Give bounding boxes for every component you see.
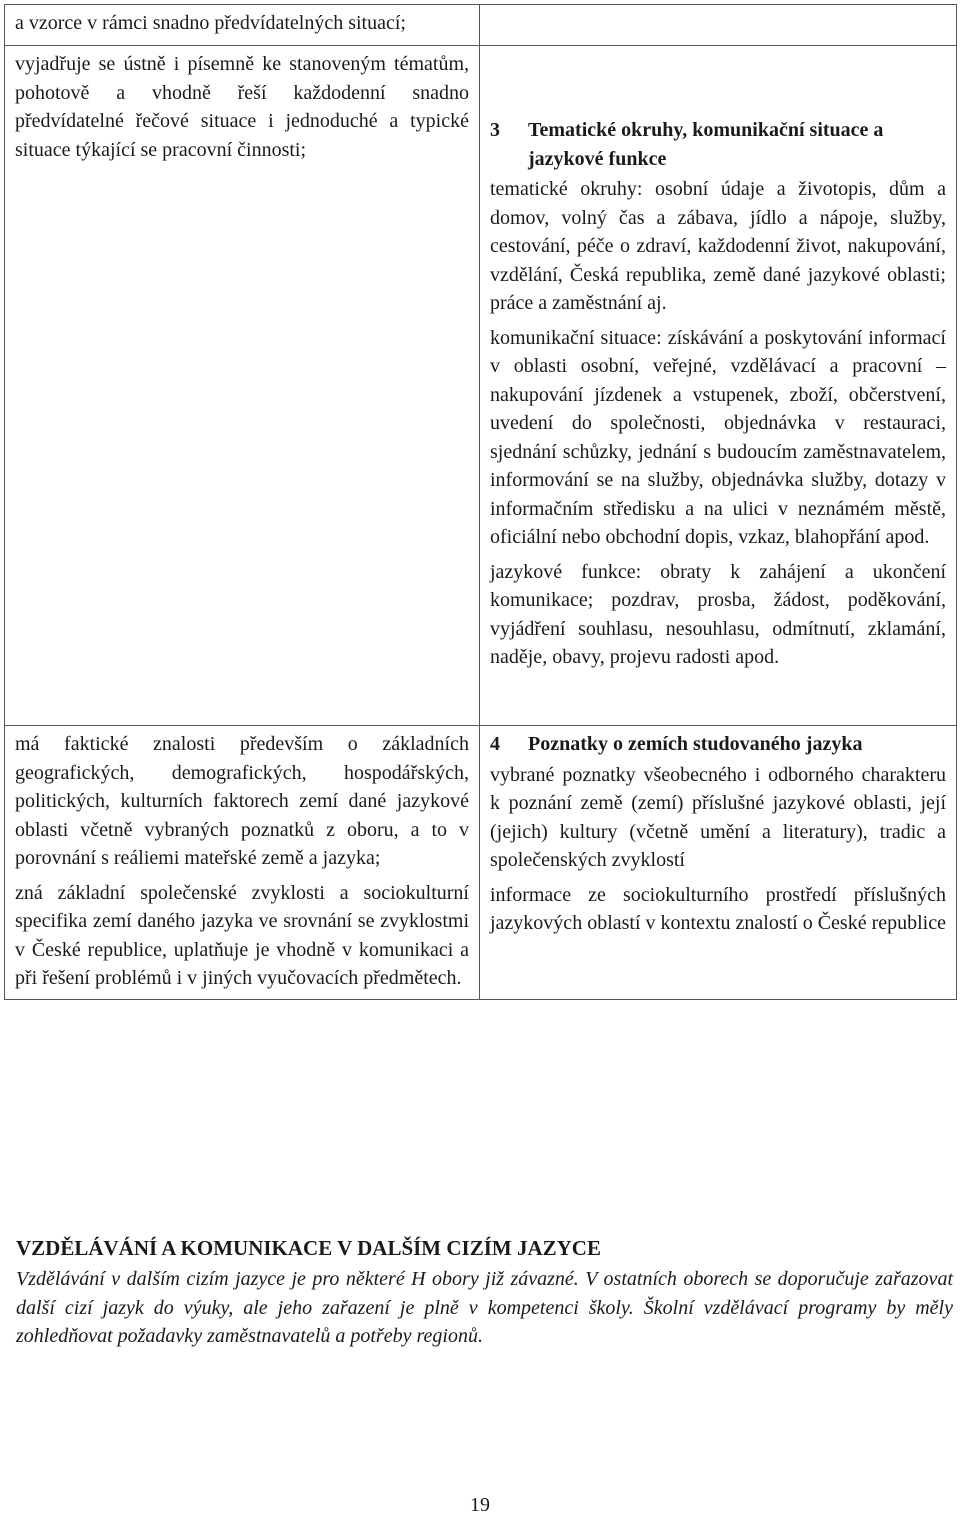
table-row xyxy=(5,5,957,46)
section-title: Poznatky o zemích studovaného jazyka xyxy=(528,733,863,755)
section-heading xyxy=(490,116,946,173)
further-language-section xyxy=(16,1233,953,1351)
outcome-paragraph: vyjadřuje se ústně i písemně ke stanoveným tématům, pohotově a vhodně řeší každodenní snadno předvídatelné řečové situace i jednoduché a typické situace týkající se pracovní činnosti; xyxy=(15,53,469,161)
content-cell xyxy=(480,46,957,726)
outcome-paragraph: má faktické znalosti především o základních geografických, demografických, hospodářských, politických, kulturních faktorech zemí dané jazykové oblasti včetně vybraných poznatků z oboru, a to v porovnání s reáliemi mateřské země a jazyka; xyxy=(15,733,469,869)
content-cell xyxy=(480,5,957,46)
table-row xyxy=(5,726,957,1000)
outcomes-cell xyxy=(5,46,480,726)
content-cell xyxy=(480,726,957,1000)
content-paragraph: jazykové funkce: obraty k zahájení a ukončení komunikace; pozdrav, prosba, žádost, poděkování, vyjádření souhlasu, nesouhlasu, odmítnutí, zklamání, naděje, obavy, projevu radosti apod. xyxy=(490,560,946,668)
section-number: 3 xyxy=(490,119,500,141)
section-text: Vzdělávání v dalším cizím jazyce je pro některé H obory již závazné. V ostatních oborech se doporučuje zařazovat další cizí jazyk do výuky, ale jeho zařazení je plně v kompetenci školy. Školní vzdělávací programy by měly zohledňovat požadavky zaměstnavatelů a potřeby regionů. xyxy=(16,1268,953,1347)
section-heading: VZDĚLÁVÁNÍ A KOMUNIKACE V DALŠÍM CIZÍM JAZYCE xyxy=(16,1236,601,1260)
outcome-paragraph: zná základní společenské zvyklosti a sociokulturní specifika zemí daného jazyka ve srovnání se zvyklostmi v České republice, uplatňuje je vhodně v komunikaci a při řešení problémů i v jiných vyučovacích předmětech. xyxy=(15,881,469,989)
table-row xyxy=(5,46,957,726)
section-number: 4 xyxy=(490,733,500,755)
content-paragraph: tematické okruhy: osobní údaje a životopis, dům a domov, volný čas a zábava, jídlo a nápoje, služby, cestování, péče o zdraví, každodenní život, nakupování, vzdělání, Česká republika, země dané jazykové oblasti; práce a zaměstnání aj. xyxy=(490,178,946,314)
section-title: Tematické okruhy, komunikační situace a jazykové funkce xyxy=(528,119,884,170)
content-paragraph: vybrané poznatky všeobecného i odborného charakteru k poznání země (zemí) příslušné jazykové oblasti, její (jejich) kultury (včetně umění a literatury), tradic a společenských zvyklostí xyxy=(490,763,946,871)
page-number: 19 xyxy=(470,1494,490,1516)
outcomes-cell xyxy=(5,726,480,1000)
outcome-paragraph: a vzorce v rámci snadno předvídatelných situací; xyxy=(15,12,406,34)
section-heading xyxy=(490,730,946,759)
content-paragraph: komunikační situace: získávání a poskytování informací v oblasti osobní, veřejné, vzdělávací a pracovní – nakupování jízdenek a vstupenek, zboží, občerstvení, uvedení do společnosti, objednávka v restauraci, sjednání schůzky, jednání s budoucím zaměstnavatelem, informování se na služby, objednávka služby, dotazy v informačním středisku a na ulici v neznámém městě, oficiální nebo obchodní dopis, vzkaz, blahopřání apod. xyxy=(490,326,946,548)
curriculum-table xyxy=(4,4,957,1000)
outcomes-cell xyxy=(5,5,480,46)
content-paragraph: informace ze sociokulturního prostředí příslušných jazykových oblastí v kontextu znalostí o České republice xyxy=(490,883,946,934)
